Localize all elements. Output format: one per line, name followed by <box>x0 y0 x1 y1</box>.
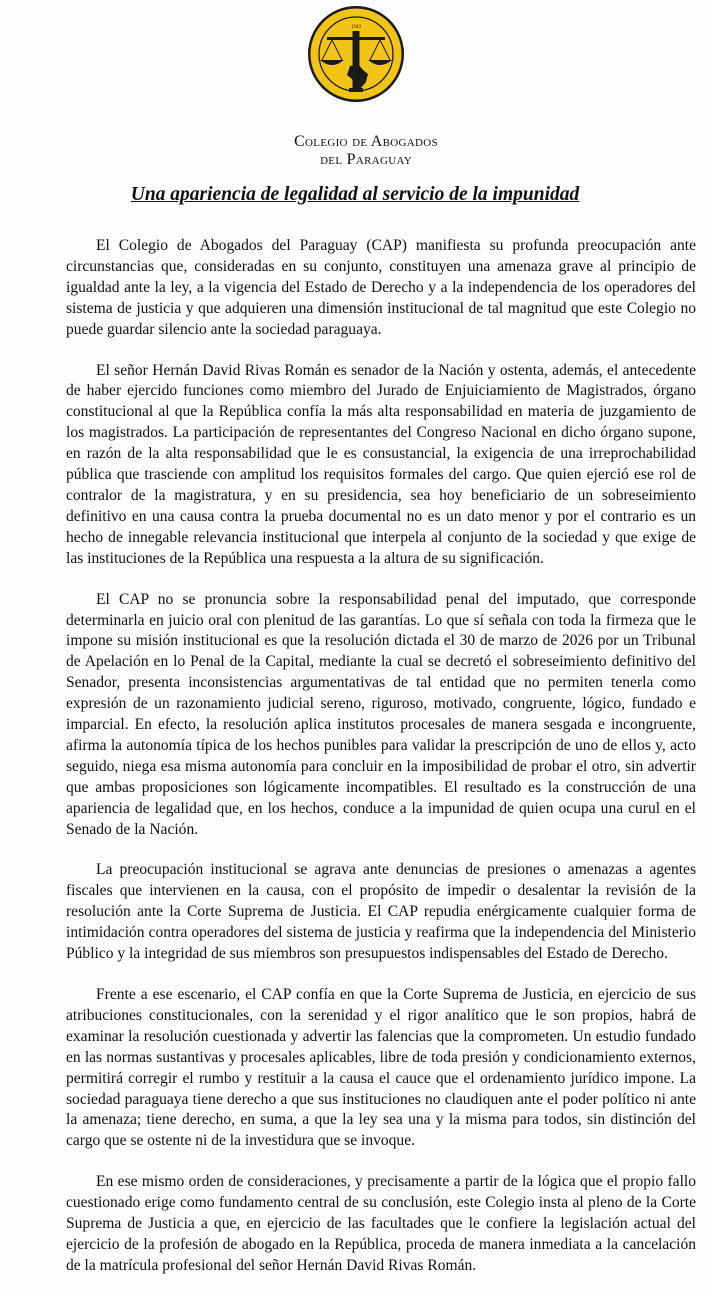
document-body <box>66 236 696 1297</box>
paragraph-2: El señor Hernán David Rivas Román es senador de la Nación y ostenta, además, el antecedente de haber ejercido funciones como miembro del Jurado de Enjuiciamiento de Magistrados, órgano constitucional al que la República confía la más alta responsabilidad en materia de juzgamiento de los magistrados. La participación de representantes del Congreso Nacional en dicho órgano supone, en razón de la alta responsabilidad que le es consustancial, la exigencia de una irreprochabilidad pública que trasciende con amplitud los requisitos formales del cargo. Que quien ejerció ese rol de contralor de la magistratura, y en su presidencia, sea hoy beneficiario de un sobreseimiento definitivo en una causa contra la prueba documental no es un dato menor y por el contrario es un hecho de innegable relevancia institucional que interpela al conjunto de la sociedad y que exige de las instituciones de la República una respuesta a la altura de su significación. <box>66 361 696 567</box>
paragraph-5: Frente a ese escenario, el CAP confía en que la Corte Suprema de Justicia, en ejercicio de sus atribuciones constitucionales, con la serenidad y el rigor analítico que le son propios, habrá de examinar la resolución cuestionada y advertir las falencias que la comprometen. Un estudio fundado en las normas sustantivas y procesales aplicables, libre de toda presión y condicionamiento externos, permitirá corregir el rumbo y restituir a la causa el cauce que el ordenamiento jurídico impone. La sociedad paraguaya tiene derecho a que sus instituciones no claudiquen ante el poder político ni ante la amenaza; tiene derecho, en suma, a que la ley sea una y la misma para todos, sin distinción del cargo que se ostente ni de la investidura que se invoque. <box>66 986 696 1150</box>
paragraph-3: El CAP no se pronuncia sobre la responsabilidad penal del imputado, que corresponde determinarla en juicio oral con plenitud de las garantías. Lo que sí señala con toda la firmeza que le impone su misión institucional es que la resolución dictada el 30 de marzo de 2026 por un Tribunal de Apelación en lo Penal de la Capital, mediante la cual se decretó el sobreseimiento definitivo del Senador, presenta inconsistencias argumentativas de tal entidad que no permiten tenerla como expresión de un razonamiento judicial sereno, riguroso, motivado, congruente, lógico, fundado e imparcial. En efecto, la resolución aplica institutos procesales de manera sesgada e incongruente, afirma la autonomía típica de los hechos punibles para validar la prescripción de uno de ellos y, acto seguido, niega esa misma autonomía para concluir en la imposibilidad de probar el otro, sin advertir que ambas proposiciones son lógicamente incompatibles. El resultado es la construcción de una apariencia de legalidad que, en los hechos, conduce a la impunidad de quien ocupa una curul en el Senado de la Nación. <box>66 590 696 838</box>
paragraph-6: En ese mismo orden de consideraciones, y precisamente a partir de la lógica que el propio fallo cuestionado erige como fundamento central de su conclusión, este Colegio insta al pleno de la Corte Suprema de Justicia a que, en ejercicio de las facultades que le confiere la legislación actual del ejercicio de la profesión de abogado en la República, proceda de manera inmediata a la cancelación de la matrícula profesional del señor Hernán David Rivas Román. <box>66 1173 696 1274</box>
organization-name <box>0 133 710 169</box>
org-name-line-1: Colegio de Abogados <box>294 133 438 150</box>
paragraph-4: La preocupación institucional se agrava ante denuncias de presiones o amenazas a agentes fiscales que intervienen en la causa, con el propósito de impedir o desalentar la revisión de la resolución ante la Corte Suprema de Justicia. El CAP repudia enérgicamente cualquier forma de intimidación contra operadores del sistema de justicia y reafirma que la independencia del Ministerio Público y la integridad de sus miembros son presupuestos indispensables del Estado de Derecho. <box>66 861 696 963</box>
bar-association-logo <box>306 4 406 126</box>
scales-of-justice-logo <box>306 4 406 126</box>
org-name-line-2: del Paraguay <box>320 151 412 168</box>
paragraph-1: El Colegio de Abogados del Paraguay (CAP) manifiesta su profunda preocupación ante circunstancias que, consideradas en su conjunto, constituyen una amenaza grave al principio de igualdad ante la ley, a la vigencia del Estado de Derecho y a la independencia de los operadores del sistema de justicia y que adquieren una dimensión institucional de tal magnitud que este Colegio no puede guardar silencio ante la sociedad paraguaya. <box>66 237 696 338</box>
document-title: Una apariencia de legalidad al servicio de la impunidad <box>130 184 580 205</box>
logo-year: 1943 <box>351 25 361 30</box>
